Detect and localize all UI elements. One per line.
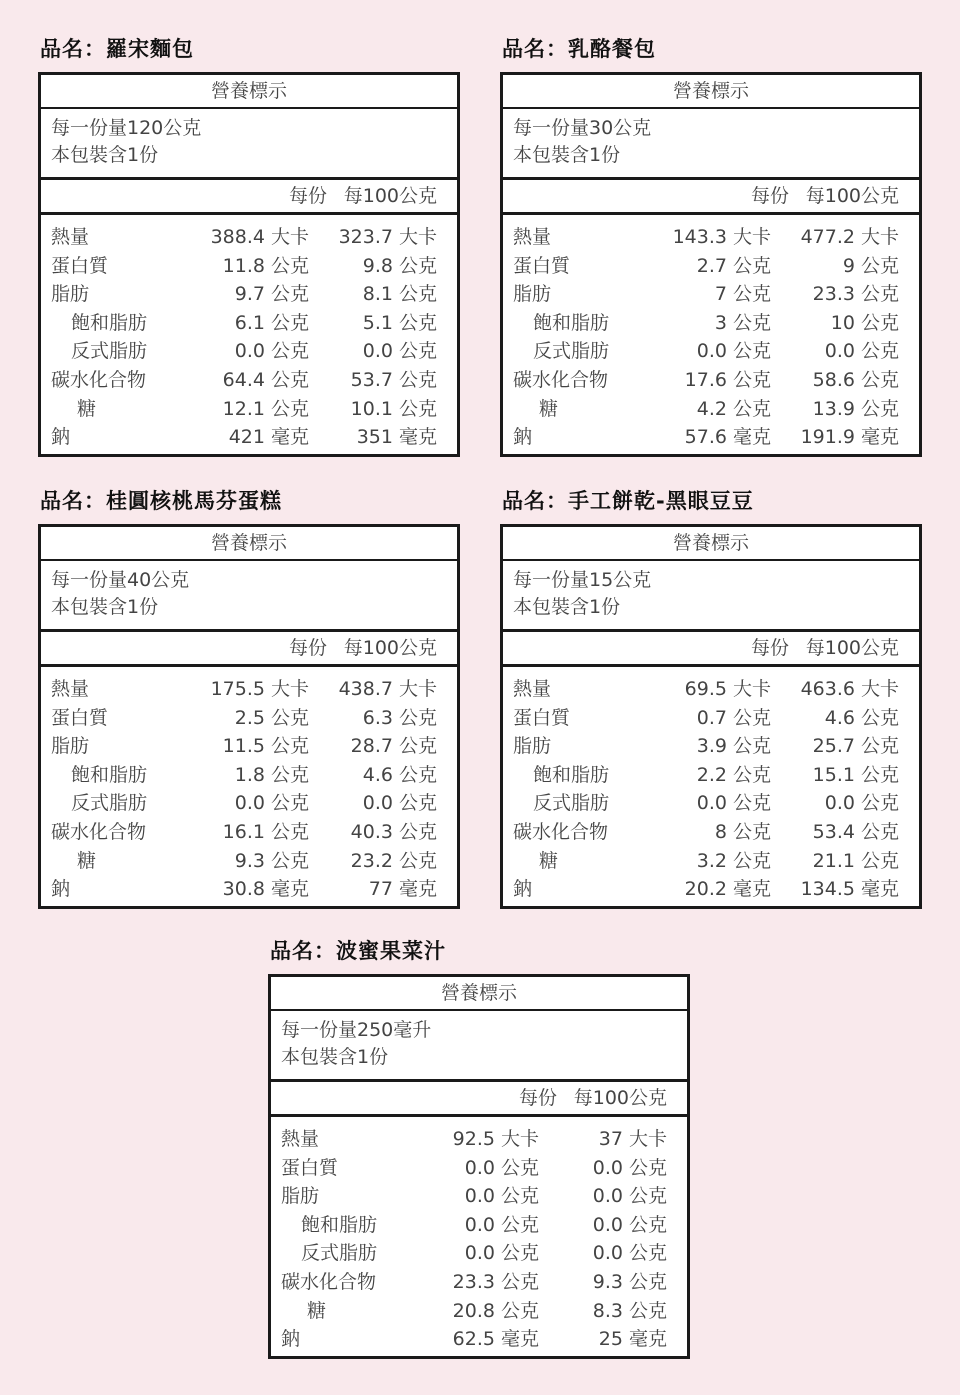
nutrient-row: 糖 20.8 公克 8.3 公克 bbox=[307, 1299, 667, 1322]
column-header bbox=[41, 180, 457, 215]
nutrient-row: 糖 9.3 公克 23.2 公克 bbox=[77, 849, 437, 872]
product-card bbox=[268, 936, 690, 1359]
package-count: 本包裝含1份 bbox=[51, 144, 159, 166]
serving-info bbox=[271, 1011, 687, 1082]
label-heading: 營養標示 bbox=[41, 527, 457, 561]
per-100-header: 每100公克 bbox=[573, 1087, 667, 1109]
nutrient-row: 熱量 388.4 大卡 323.7 大卡 bbox=[51, 226, 437, 248]
nutrient-row: 飽和脂肪 0.0 公克 0.0 公克 bbox=[301, 1213, 667, 1236]
nutrient-row: 蛋白質 2.7 公克 9 公克 bbox=[513, 254, 899, 277]
serving-size: 每一份量15公克 bbox=[513, 569, 652, 591]
serving-info bbox=[503, 109, 919, 180]
nutrient-row: 熱量 175.5 大卡 438.7 大卡 bbox=[51, 678, 437, 700]
nutrition-label bbox=[500, 72, 922, 457]
nutrient-row: 熱量 92.5 大卡 37 大卡 bbox=[281, 1128, 667, 1150]
label-heading: 營養標示 bbox=[503, 527, 919, 561]
nutrient-row: 脂肪 7 公克 23.3 公克 bbox=[513, 283, 899, 306]
nutrient-row: 脂肪 9.7 公克 8.1 公克 bbox=[51, 283, 437, 306]
package-count: 本包裝含1份 bbox=[51, 596, 159, 618]
nutrient-row: 熱量 69.5 大卡 463.6 大卡 bbox=[513, 678, 899, 700]
nutrient-row: 飽和脂肪 3 公克 10 公克 bbox=[533, 311, 899, 334]
nutrient-row: 糖 4.2 公克 13.9 公克 bbox=[539, 397, 899, 420]
nutrient-row: 糖 3.2 公克 21.1 公克 bbox=[539, 849, 899, 872]
nutrient-row: 脂肪 3.9 公克 25.7 公克 bbox=[513, 735, 899, 758]
label-heading: 營養標示 bbox=[271, 977, 687, 1011]
nutrient-row: 飽和脂肪 6.1 公克 5.1 公克 bbox=[71, 311, 437, 334]
nutrient-row: 糖 12.1 公克 10.1 公克 bbox=[77, 397, 437, 420]
nutrient-row: 鈉 20.2 毫克 134.5 毫克 bbox=[513, 878, 899, 901]
serving-info bbox=[41, 109, 457, 180]
nutrient-rows bbox=[503, 667, 919, 906]
nutrient-row: 鈉 421 毫克 351 毫克 bbox=[51, 426, 437, 449]
nutrient-rows bbox=[41, 215, 457, 454]
label-heading: 營養標示 bbox=[41, 75, 457, 109]
nutrition-label bbox=[268, 974, 690, 1359]
serving-info bbox=[41, 561, 457, 632]
column-header bbox=[271, 1082, 687, 1117]
nutrition-label bbox=[500, 524, 922, 909]
column-header bbox=[41, 632, 457, 667]
product-card bbox=[500, 34, 922, 457]
package-count: 本包裝含1份 bbox=[513, 596, 621, 618]
per-100-header: 每100公克 bbox=[343, 185, 437, 207]
label-heading: 營養標示 bbox=[503, 75, 919, 109]
nutrient-row: 熱量 143.3 大卡 477.2 大卡 bbox=[513, 226, 899, 248]
per-serving-header: 每份 bbox=[518, 1087, 557, 1109]
nutrient-row: 反式脂肪 0.0 公克 0.0 公克 bbox=[533, 792, 899, 815]
product-card bbox=[38, 486, 460, 909]
nutrient-row: 鈉 57.6 毫克 191.9 毫克 bbox=[513, 426, 899, 449]
product-card bbox=[38, 34, 460, 457]
per-serving-header: 每份 bbox=[750, 637, 789, 659]
serving-size: 每一份量40公克 bbox=[51, 569, 190, 591]
nutrient-rows bbox=[41, 667, 457, 906]
nutrient-row: 蛋白質 11.8 公克 9.8 公克 bbox=[51, 254, 437, 277]
package-count: 本包裝含1份 bbox=[281, 1046, 389, 1068]
nutrient-row: 飽和脂肪 1.8 公克 4.6 公克 bbox=[71, 763, 437, 786]
product-title: 品名：手工餅乾-黑眼豆豆 bbox=[502, 489, 754, 513]
nutrient-rows bbox=[503, 215, 919, 454]
per-serving-header: 每份 bbox=[288, 185, 327, 207]
nutrient-row: 反式脂肪 0.0 公克 0.0 公克 bbox=[301, 1242, 667, 1265]
column-header bbox=[503, 632, 919, 667]
product-title: 品名：波蜜果菜汁 bbox=[270, 939, 446, 963]
per-serving-header: 每份 bbox=[288, 637, 327, 659]
package-count: 本包裝含1份 bbox=[513, 144, 621, 166]
nutrient-row: 碳水化合物 8 公克 53.4 公克 bbox=[513, 820, 899, 843]
nutrient-row: 蛋白質 2.5 公克 6.3 公克 bbox=[51, 706, 437, 729]
per-serving-header: 每份 bbox=[750, 185, 789, 207]
product-card bbox=[500, 486, 922, 909]
nutrient-row: 蛋白質 0.0 公克 0.0 公克 bbox=[281, 1156, 667, 1179]
nutrient-row: 反式脂肪 0.0 公克 0.0 公克 bbox=[533, 340, 899, 363]
nutrient-row: 碳水化合物 16.1 公克 40.3 公克 bbox=[51, 820, 437, 843]
nutrient-row: 飽和脂肪 2.2 公克 15.1 公克 bbox=[533, 763, 899, 786]
product-title: 品名：桂圓核桃馬芬蛋糕 bbox=[40, 489, 282, 513]
nutrient-row: 蛋白質 0.7 公克 4.6 公克 bbox=[513, 706, 899, 729]
per-100-header: 每100公克 bbox=[805, 637, 899, 659]
product-title: 品名：乳酪餐包 bbox=[502, 37, 656, 61]
column-header bbox=[503, 180, 919, 215]
nutrient-row: 碳水化合物 64.4 公克 53.7 公克 bbox=[51, 368, 437, 391]
nutrient-row: 脂肪 0.0 公克 0.0 公克 bbox=[281, 1185, 667, 1208]
nutrient-rows bbox=[271, 1117, 687, 1356]
nutrient-row: 反式脂肪 0.0 公克 0.0 公克 bbox=[71, 340, 437, 363]
nutrient-row: 碳水化合物 17.6 公克 58.6 公克 bbox=[513, 368, 899, 391]
per-100-header: 每100公克 bbox=[805, 185, 899, 207]
nutrient-row: 反式脂肪 0.0 公克 0.0 公克 bbox=[71, 792, 437, 815]
nutrient-row: 碳水化合物 23.3 公克 9.3 公克 bbox=[281, 1270, 667, 1293]
nutrition-label bbox=[38, 524, 460, 909]
serving-size: 每一份量30公克 bbox=[513, 117, 652, 139]
serving-size: 每一份量120公克 bbox=[51, 117, 202, 139]
nutrient-row: 脂肪 11.5 公克 28.7 公克 bbox=[51, 735, 437, 758]
per-100-header: 每100公克 bbox=[343, 637, 437, 659]
nutrient-row: 鈉 62.5 毫克 25 毫克 bbox=[281, 1328, 667, 1351]
product-title: 品名：羅宋麵包 bbox=[40, 37, 194, 61]
nutrition-label bbox=[38, 72, 460, 457]
serving-size: 每一份量250毫升 bbox=[281, 1019, 432, 1041]
serving-info bbox=[503, 561, 919, 632]
nutrient-row: 鈉 30.8 毫克 77 毫克 bbox=[51, 878, 437, 901]
